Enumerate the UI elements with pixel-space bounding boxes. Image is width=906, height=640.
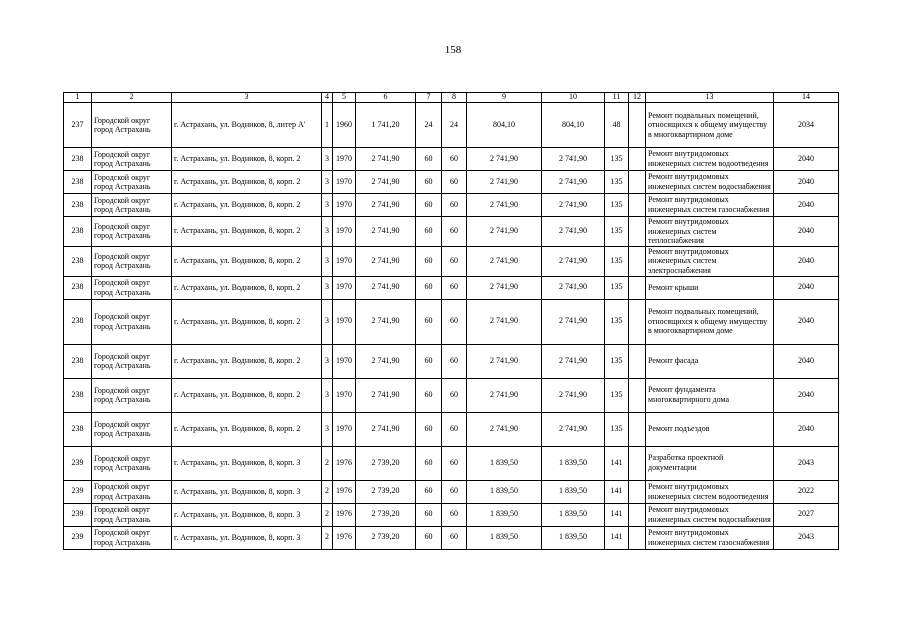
col11-cell: 135 <box>605 344 629 378</box>
col11-cell: 135 <box>605 171 629 194</box>
year-cell: 1970 <box>333 378 356 412</box>
year-cell: 1976 <box>333 480 356 503</box>
address-cell: г. Астрахань, ул. Водников, 8, корп. 3 <box>172 503 322 526</box>
col8-cell: 60 <box>442 217 467 247</box>
column-header: 11 <box>605 93 629 103</box>
column-header: 10 <box>542 93 605 103</box>
col10-cell: 1 839,50 <box>542 446 605 480</box>
address-cell: г. Астрахань, ул. Водников, 8, корп. 3 <box>172 480 322 503</box>
col7-cell: 60 <box>416 194 442 217</box>
column-header: 8 <box>442 93 467 103</box>
col11-cell: 141 <box>605 446 629 480</box>
plan-year-cell: 2040 <box>774 276 839 299</box>
table-row <box>64 194 839 217</box>
col7-cell: 60 <box>416 171 442 194</box>
col4-cell: 2 <box>322 503 333 526</box>
col11-cell: 135 <box>605 217 629 247</box>
col10-cell: 2 741,90 <box>542 378 605 412</box>
work-type-cell: Ремонт подъездов <box>646 412 774 446</box>
col11-cell: 135 <box>605 148 629 171</box>
work-type-cell: Ремонт внутридомовых инженерных систем водоотведения <box>646 148 774 171</box>
address-cell: г. Астрахань, ул. Водников, 8, корп. 2 <box>172 344 322 378</box>
col4-cell: 3 <box>322 217 333 247</box>
col7-cell: 60 <box>416 344 442 378</box>
col8-cell: 60 <box>442 480 467 503</box>
col12-cell <box>629 217 646 247</box>
municipality-cell: Городской округ город Астрахань <box>92 194 172 217</box>
col10-cell: 1 839,50 <box>542 480 605 503</box>
area-cell: 2 741,90 <box>356 344 416 378</box>
municipality-cell: Городской округ город Астрахань <box>92 276 172 299</box>
col7-cell: 24 <box>416 103 442 148</box>
col8-cell: 60 <box>442 378 467 412</box>
address-cell: г. Астрахань, ул. Водников, 8, литер А' <box>172 103 322 148</box>
col11-cell: 48 <box>605 103 629 148</box>
year-cell: 1970 <box>333 299 356 344</box>
plan-year-cell: 2040 <box>774 194 839 217</box>
row-number-cell: 239 <box>64 480 92 503</box>
address-cell: г. Астрахань, ул. Водников, 8, корп. 2 <box>172 299 322 344</box>
col11-cell: 141 <box>605 480 629 503</box>
col7-cell: 60 <box>416 217 442 247</box>
work-type-cell: Ремонт внутридомовых инженерных систем электроснабжения <box>646 246 774 276</box>
year-cell: 1970 <box>333 194 356 217</box>
col11-cell: 135 <box>605 412 629 446</box>
area-cell: 2 741,90 <box>356 246 416 276</box>
row-number-cell: 238 <box>64 412 92 446</box>
municipality-cell: Городской округ город Астрахань <box>92 171 172 194</box>
table-row <box>64 171 839 194</box>
municipality-cell: Городской округ город Астрахань <box>92 299 172 344</box>
col8-cell: 60 <box>442 194 467 217</box>
address-cell: г. Астрахань, ул. Водников, 8, корп. 3 <box>172 526 322 549</box>
address-cell: г. Астрахань, ул. Водников, 8, корп. 2 <box>172 378 322 412</box>
col12-cell <box>629 148 646 171</box>
address-cell: г. Астрахань, ул. Водников, 8, корп. 2 <box>172 194 322 217</box>
col4-cell: 2 <box>322 480 333 503</box>
col8-cell: 60 <box>442 446 467 480</box>
col9-cell: 2 741,90 <box>467 246 542 276</box>
address-cell: г. Астрахань, ул. Водников, 8, корп. 2 <box>172 148 322 171</box>
area-cell: 2 741,90 <box>356 378 416 412</box>
work-type-cell: Ремонт внутридомовых инженерных систем газоснабжения <box>646 194 774 217</box>
col12-cell <box>629 526 646 549</box>
col12-cell <box>629 446 646 480</box>
col9-cell: 2 741,90 <box>467 217 542 247</box>
col4-cell: 3 <box>322 276 333 299</box>
plan-year-cell: 2040 <box>774 171 839 194</box>
column-header: 1 <box>64 93 92 103</box>
work-type-cell: Ремонт внутридомовых инженерных систем водоотведения <box>646 480 774 503</box>
area-cell: 2 741,90 <box>356 412 416 446</box>
municipality-cell: Городской округ город Астрахань <box>92 217 172 247</box>
col9-cell: 2 741,90 <box>467 148 542 171</box>
work-type-cell: Ремонт внутридомовых инженерных систем водоснабжения <box>646 171 774 194</box>
municipality-cell: Городской округ город Астрахань <box>92 446 172 480</box>
table-row <box>64 526 839 549</box>
col7-cell: 60 <box>416 480 442 503</box>
plan-year-cell: 2040 <box>774 344 839 378</box>
col12-cell <box>629 276 646 299</box>
work-type-cell: Ремонт крыши <box>646 276 774 299</box>
column-header: 6 <box>356 93 416 103</box>
table-row <box>64 276 839 299</box>
table-row <box>64 503 839 526</box>
col7-cell: 60 <box>416 378 442 412</box>
year-cell: 1970 <box>333 217 356 247</box>
col4-cell: 3 <box>322 299 333 344</box>
plan-year-cell: 2022 <box>774 480 839 503</box>
table-row <box>64 480 839 503</box>
area-cell: 2 741,90 <box>356 299 416 344</box>
column-header: 14 <box>774 93 839 103</box>
col12-cell <box>629 378 646 412</box>
plan-year-cell: 2040 <box>774 299 839 344</box>
col12-cell <box>629 194 646 217</box>
col12-cell <box>629 480 646 503</box>
col11-cell: 141 <box>605 503 629 526</box>
column-header: 13 <box>646 93 774 103</box>
col9-cell: 2 741,90 <box>467 344 542 378</box>
col4-cell: 3 <box>322 344 333 378</box>
col4-cell: 2 <box>322 526 333 549</box>
table-row <box>64 103 839 148</box>
work-type-cell: Ремонт подвальных помещений, относящихся к общему имуществу в многоквартирном доме <box>646 103 774 148</box>
row-number-cell: 238 <box>64 378 92 412</box>
municipality-cell: Городской округ город Астрахань <box>92 503 172 526</box>
col10-cell: 2 741,90 <box>542 171 605 194</box>
column-header: 4 <box>322 93 333 103</box>
col10-cell: 1 839,50 <box>542 503 605 526</box>
municipality-cell: Городской округ город Астрахань <box>92 526 172 549</box>
area-cell: 2 741,90 <box>356 148 416 171</box>
area-cell: 2 741,90 <box>356 194 416 217</box>
col11-cell: 135 <box>605 246 629 276</box>
col9-cell: 1 839,50 <box>467 480 542 503</box>
year-cell: 1976 <box>333 446 356 480</box>
row-number-cell: 238 <box>64 344 92 378</box>
column-header: 2 <box>92 93 172 103</box>
col11-cell: 135 <box>605 276 629 299</box>
row-number-cell: 237 <box>64 103 92 148</box>
row-number-cell: 239 <box>64 526 92 549</box>
col7-cell: 60 <box>416 412 442 446</box>
year-cell: 1970 <box>333 148 356 171</box>
work-type-cell: Ремонт внутридомовых инженерных систем теплоснабжения <box>646 217 774 247</box>
municipality-cell: Городской округ город Астрахань <box>92 103 172 148</box>
row-number-cell: 238 <box>64 299 92 344</box>
col10-cell: 1 839,50 <box>542 526 605 549</box>
col9-cell: 2 741,90 <box>467 412 542 446</box>
col9-cell: 804,10 <box>467 103 542 148</box>
column-header: 9 <box>467 93 542 103</box>
page-number: 158 <box>444 44 462 56</box>
table-body <box>64 103 839 550</box>
year-cell: 1976 <box>333 503 356 526</box>
area-cell: 2 739,20 <box>356 526 416 549</box>
col12-cell <box>629 246 646 276</box>
column-header: 12 <box>629 93 646 103</box>
col9-cell: 1 839,50 <box>467 446 542 480</box>
col8-cell: 60 <box>442 526 467 549</box>
col10-cell: 2 741,90 <box>542 194 605 217</box>
area-cell: 1 741,20 <box>356 103 416 148</box>
year-cell: 1970 <box>333 246 356 276</box>
table-row <box>64 217 839 247</box>
col10-cell: 2 741,90 <box>542 299 605 344</box>
col7-cell: 60 <box>416 148 442 171</box>
year-cell: 1970 <box>333 412 356 446</box>
col12-cell <box>629 503 646 526</box>
table-row <box>64 378 839 412</box>
year-cell: 1970 <box>333 171 356 194</box>
plan-year-cell: 2027 <box>774 503 839 526</box>
plan-year-cell: 2034 <box>774 103 839 148</box>
col12-cell <box>629 412 646 446</box>
col8-cell: 60 <box>442 276 467 299</box>
col8-cell: 60 <box>442 503 467 526</box>
row-number-cell: 239 <box>64 446 92 480</box>
col8-cell: 24 <box>442 103 467 148</box>
col9-cell: 1 839,50 <box>467 503 542 526</box>
col10-cell: 2 741,90 <box>542 148 605 171</box>
col11-cell: 135 <box>605 378 629 412</box>
col11-cell: 135 <box>605 299 629 344</box>
col4-cell: 2 <box>322 446 333 480</box>
row-number-cell: 239 <box>64 503 92 526</box>
col9-cell: 2 741,90 <box>467 194 542 217</box>
municipality-cell: Городской округ город Астрахань <box>92 246 172 276</box>
col9-cell: 2 741,90 <box>467 299 542 344</box>
area-cell: 2 739,20 <box>356 480 416 503</box>
table-row <box>64 412 839 446</box>
col8-cell: 60 <box>442 412 467 446</box>
work-type-cell: Ремонт подвальных помещений, относящихся к общему имуществу в многоквартирном доме <box>646 299 774 344</box>
col12-cell <box>629 299 646 344</box>
col7-cell: 60 <box>416 446 442 480</box>
col12-cell <box>629 344 646 378</box>
row-number-cell: 238 <box>64 246 92 276</box>
col9-cell: 1 839,50 <box>467 526 542 549</box>
plan-year-cell: 2040 <box>774 378 839 412</box>
col4-cell: 3 <box>322 171 333 194</box>
area-cell: 2 741,90 <box>356 276 416 299</box>
col4-cell: 3 <box>322 194 333 217</box>
col10-cell: 804,10 <box>542 103 605 148</box>
address-cell: г. Астрахань, ул. Водников, 8, корп. 2 <box>172 171 322 194</box>
table-row <box>64 299 839 344</box>
address-cell: г. Астрахань, ул. Водников, 8, корп. 2 <box>172 276 322 299</box>
municipality-cell: Городской округ город Астрахань <box>92 344 172 378</box>
col7-cell: 60 <box>416 526 442 549</box>
table-row <box>64 246 839 276</box>
municipality-cell: Городской округ город Астрахань <box>92 412 172 446</box>
work-type-cell: Ремонт внутридомовых инженерных систем газоснабжения <box>646 526 774 549</box>
row-number-cell: 238 <box>64 171 92 194</box>
capital-repair-table <box>63 92 839 550</box>
plan-year-cell: 2040 <box>774 148 839 171</box>
col4-cell: 3 <box>322 246 333 276</box>
col10-cell: 2 741,90 <box>542 217 605 247</box>
col7-cell: 60 <box>416 299 442 344</box>
column-header: 7 <box>416 93 442 103</box>
col10-cell: 2 741,90 <box>542 412 605 446</box>
address-cell: г. Астрахань, ул. Водников, 8, корп. 2 <box>172 412 322 446</box>
column-number-row <box>64 93 839 103</box>
year-cell: 1960 <box>333 103 356 148</box>
col10-cell: 2 741,90 <box>542 246 605 276</box>
area-cell: 2 741,90 <box>356 171 416 194</box>
column-header: 3 <box>172 93 322 103</box>
year-cell: 1970 <box>333 276 356 299</box>
col8-cell: 60 <box>442 246 467 276</box>
col8-cell: 60 <box>442 171 467 194</box>
col8-cell: 60 <box>442 299 467 344</box>
col10-cell: 2 741,90 <box>542 344 605 378</box>
work-type-cell: Ремонт внутридомовых инженерных систем водоснабжения <box>646 503 774 526</box>
municipality-cell: Городской округ город Астрахань <box>92 378 172 412</box>
year-cell: 1970 <box>333 344 356 378</box>
col4-cell: 3 <box>322 378 333 412</box>
year-cell: 1976 <box>333 526 356 549</box>
area-cell: 2 741,90 <box>356 217 416 247</box>
address-cell: г. Астрахань, ул. Водников, 8, корп. 2 <box>172 217 322 247</box>
col9-cell: 2 741,90 <box>467 378 542 412</box>
col9-cell: 2 741,90 <box>467 171 542 194</box>
table-row <box>64 148 839 171</box>
address-cell: г. Астрахань, ул. Водников, 8, корп. 2 <box>172 246 322 276</box>
col8-cell: 60 <box>442 344 467 378</box>
work-type-cell: Разработка проектной документации <box>646 446 774 480</box>
col11-cell: 141 <box>605 526 629 549</box>
row-number-cell: 238 <box>64 148 92 171</box>
municipality-cell: Городской округ город Астрахань <box>92 148 172 171</box>
work-type-cell: Ремонт фасада <box>646 344 774 378</box>
municipality-cell: Городской округ город Астрахань <box>92 480 172 503</box>
area-cell: 2 739,20 <box>356 503 416 526</box>
table-row <box>64 446 839 480</box>
col11-cell: 135 <box>605 194 629 217</box>
col4-cell: 1 <box>322 103 333 148</box>
plan-year-cell: 2040 <box>774 246 839 276</box>
col7-cell: 60 <box>416 503 442 526</box>
address-cell: г. Астрахань, ул. Водников, 8, корп. 3 <box>172 446 322 480</box>
plan-year-cell: 2040 <box>774 412 839 446</box>
col7-cell: 60 <box>416 246 442 276</box>
plan-year-cell: 2043 <box>774 446 839 480</box>
col12-cell <box>629 171 646 194</box>
col4-cell: 3 <box>322 412 333 446</box>
plan-year-cell: 2040 <box>774 217 839 247</box>
col10-cell: 2 741,90 <box>542 276 605 299</box>
work-type-cell: Ремонт фундамента многоквартирного дома <box>646 378 774 412</box>
col9-cell: 2 741,90 <box>467 276 542 299</box>
col8-cell: 60 <box>442 148 467 171</box>
col12-cell <box>629 103 646 148</box>
col4-cell: 3 <box>322 148 333 171</box>
area-cell: 2 739,20 <box>356 446 416 480</box>
column-header: 5 <box>333 93 356 103</box>
row-number-cell: 238 <box>64 194 92 217</box>
col7-cell: 60 <box>416 276 442 299</box>
table-row <box>64 344 839 378</box>
row-number-cell: 238 <box>64 217 92 247</box>
row-number-cell: 238 <box>64 276 92 299</box>
plan-year-cell: 2043 <box>774 526 839 549</box>
